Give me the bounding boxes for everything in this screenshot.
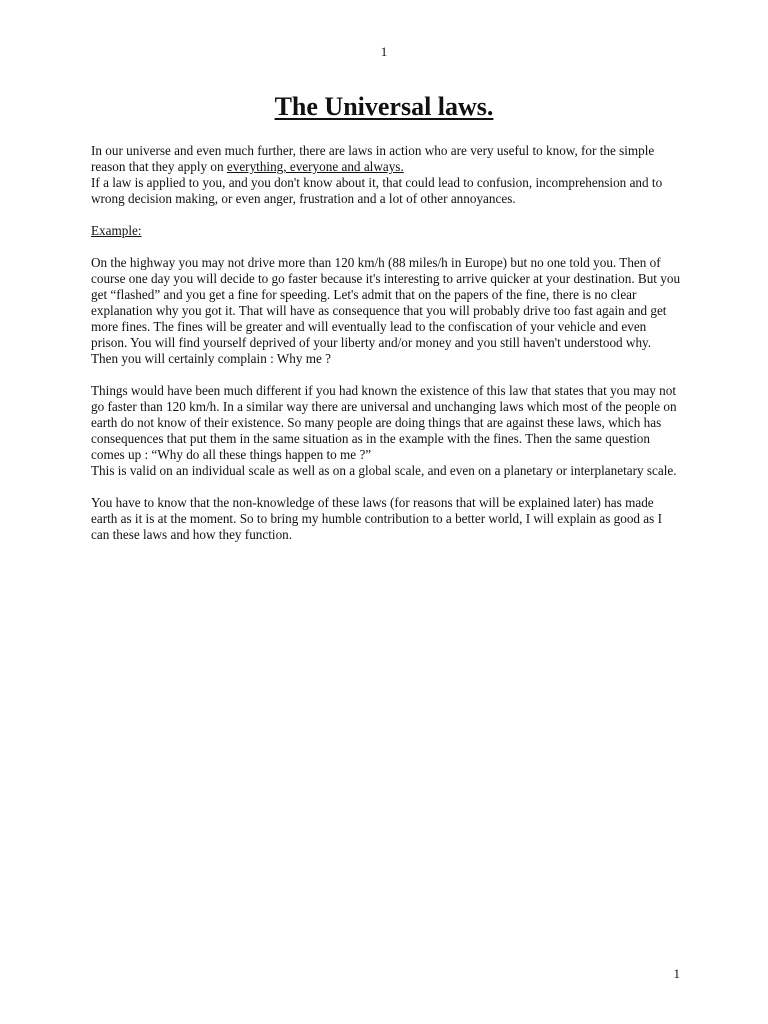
page-number-footer: 1 [673, 966, 680, 981]
conclusion-paragraph: You have to know that the non-knowledge of these laws (for reasons that will be explained later) has made earth as it is at the moment. So to bring my humble contribution to a better world, I will explain as good as I can these laws and how they function. [91, 495, 662, 542]
underlined-phrase: everything, everyone and always. [226, 159, 404, 174]
things-paragraph: Things would have been much different if you had known the existence of this law that states that you may not go faster than 120 km/h. In a similar way there are universal and unchanging laws which most of the people on earth do not know of their existence. So many people are doing things that are against these laws, which has consequences that put them in the same situation as in the example with the fines. Then the same question comes up : “Why do all these things happen to me ?” [91, 383, 677, 462]
page-number-header: 1 [380, 44, 388, 59]
highway-paragraph: On the highway you may not drive more than 120 km/h (88 miles/h in Europe) but no one told you. Then of course one day you will decide to go faster because it's interesting to arrive quicker at your destination. But you get “flashed” and you get a fine for speeding. Let's admit that on the papers of the fine, there is no clear explanation why you got it. That will have as consequence that you will probably drive too fast again and get more fines. The fines will be greater and will eventually lead to the confiscation of your vehicle and even prison. You will find yourself deprived of your liberty and/or money and you still haven't understood why. Then you will certainly complain : Why me ? [91, 255, 681, 366]
intro-text: In our universe and even much further, there are laws in action who are very useful to know, for the simple reason that they apply on [91, 143, 655, 174]
paragraph-spacer [91, 239, 681, 255]
paragraph-spacer [91, 367, 681, 383]
intro-paragraph [91, 143, 681, 175]
paragraph-spacer [91, 479, 681, 495]
paragraph-spacer [91, 207, 681, 223]
document-title: The Universal laws. [274, 92, 494, 121]
document-body [91, 143, 681, 543]
intro-paragraph-continued: If a law is applied to you, and you don't know about it, that could lead to confusion, incomprehension and to wrong decision making, or even anger, frustration and a lot of other annoyances. [91, 175, 663, 206]
scale-paragraph: This is valid on an individual scale as well as on a global scale, and even on a planetary or interplanetary scale. [91, 463, 677, 478]
example-heading: Example: [91, 223, 142, 238]
